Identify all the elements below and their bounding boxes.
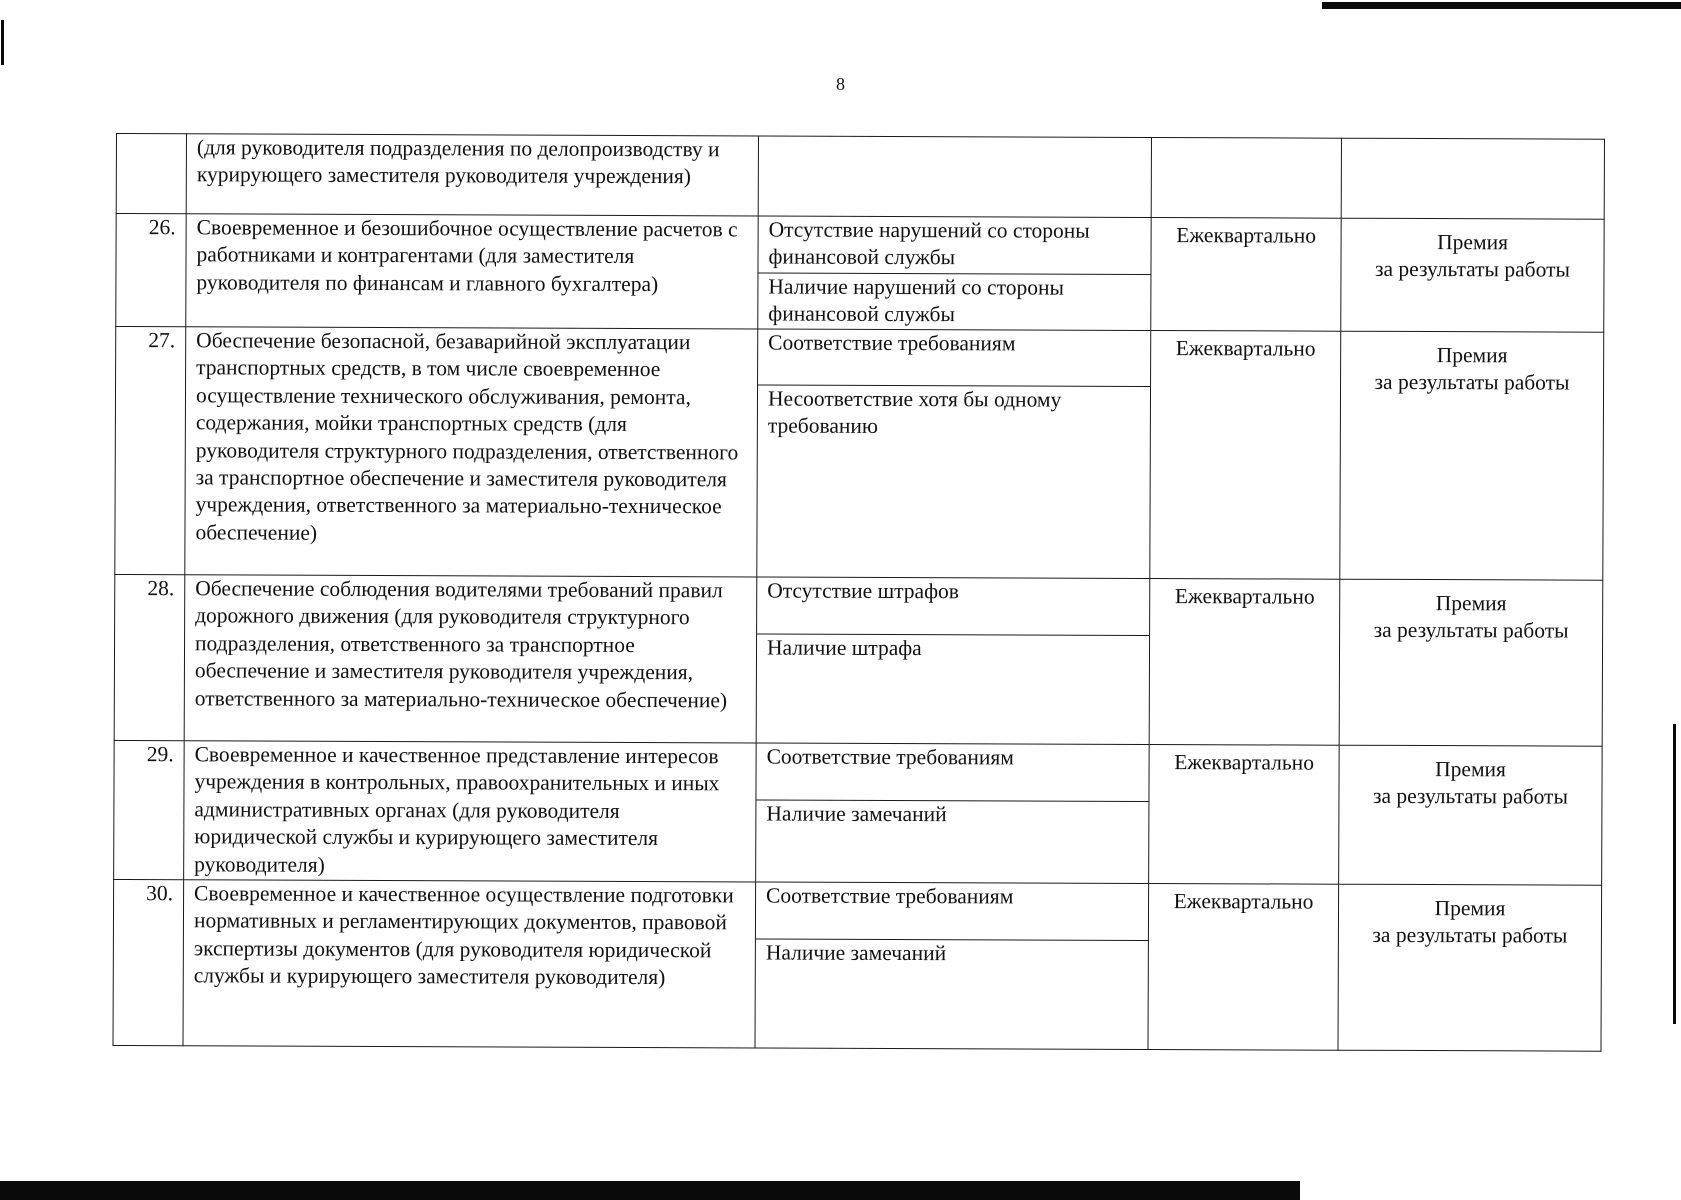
table-row xyxy=(113,879,1602,1051)
row-criteria xyxy=(758,216,1151,331)
row-result xyxy=(1341,138,1604,219)
scan-edge-mark xyxy=(1322,2,1681,9)
criterion-not-met: Несоответствие хотя бы одному требованию xyxy=(758,384,1150,441)
row-result xyxy=(1339,579,1603,746)
row-result xyxy=(1340,331,1604,580)
row-period xyxy=(1151,137,1341,218)
criterion-met: Соответствие требованиям xyxy=(768,330,1016,356)
criterion-not-met: Наличие замечаний xyxy=(756,799,1148,829)
row-number: 29. xyxy=(114,740,185,879)
result-line: за результаты работы xyxy=(1374,257,1570,282)
row-number: 26. xyxy=(116,214,186,327)
row-number-cell xyxy=(116,134,186,214)
criteria-table xyxy=(112,133,1604,1052)
row-criteria xyxy=(756,577,1150,745)
table-row xyxy=(115,327,1604,581)
table-row-carryover xyxy=(116,134,1604,220)
row-description: Своевременное и безошибочное осуществление расчетов с работниками и контрагентами (для заместителя руководителя по финансам и главного бухгалтера) xyxy=(186,214,758,329)
result-line: Премия xyxy=(1435,591,1507,616)
result-line: Премия xyxy=(1436,343,1508,368)
result-line: за результаты работы xyxy=(1374,370,1570,395)
row-number: 30. xyxy=(113,879,184,1045)
row-period: Ежеквартально xyxy=(1150,330,1341,579)
row-number: 28. xyxy=(114,574,185,740)
criterion-met: Отсутствие нарушений со стороны финансовой службы xyxy=(768,217,1090,270)
table-row xyxy=(114,574,1603,746)
criterion-not-met: Наличие замечаний xyxy=(756,938,1148,968)
result-line: Премия xyxy=(1437,230,1509,255)
row-period: Ежеквартально xyxy=(1148,883,1339,1050)
criterion-not-met: Наличие нарушений со стороны финансовой службы xyxy=(758,272,1150,329)
criterion-not-met: Наличие штрафа xyxy=(757,633,1149,663)
row-description: (для руководителя подразделения по делопроизводству и курирующего заместителя руководителя учреждения) xyxy=(186,134,758,216)
result-line: за результаты работы xyxy=(1373,618,1569,643)
row-result xyxy=(1339,745,1603,885)
row-result xyxy=(1338,884,1602,1051)
row-description: Своевременное и качественное представление интересов учреждения в контрольных, правоохранительных и иных административных органах (для руководителя юридической службы и курирующего заместителя руководителя) xyxy=(184,741,757,882)
row-period: Ежеквартально xyxy=(1149,578,1340,745)
criterion-met: Отсутствие штрафов xyxy=(767,578,960,604)
row-period: Ежеквартально xyxy=(1151,217,1341,331)
result-line: за результаты работы xyxy=(1372,784,1568,809)
row-description: Своевременное и качественное осуществление подготовки нормативных и регламентирующих документов, правовой экспертизы документов (для руководителя юридической службы и курирующего заместителя руководителя) xyxy=(183,880,756,1048)
criterion-met: Соответствие требованиям xyxy=(766,883,1014,909)
table-row xyxy=(114,740,1603,885)
row-number: 27. xyxy=(115,327,186,575)
row-description: Обеспечение соблюдения водителями требований правил дорожного движения (для руководителя структурного подразделения, ответственного за транспортное обеспечение и заместителя руководителя учреждения, ответственного за материально-техническое обеспечение) xyxy=(184,575,757,743)
page-number: 8 xyxy=(836,74,845,94)
row-criteria xyxy=(756,743,1150,884)
result-line: Премия xyxy=(1434,896,1506,921)
result-line: Премия xyxy=(1435,757,1507,782)
result-line: за результаты работы xyxy=(1372,923,1568,948)
row-criteria xyxy=(755,882,1149,1050)
row-criteria xyxy=(757,329,1151,579)
criterion-met: Соответствие требованиям xyxy=(766,744,1014,770)
scan-edge-mark xyxy=(1,20,4,65)
row-result xyxy=(1341,218,1604,332)
scan-edge-mark xyxy=(0,1181,1300,1200)
table-row xyxy=(116,214,1604,333)
row-description: Обеспечение безопасной, безаварийной эксплуатации транспортных средств, в том числе своевременное осуществление технического обслуживания, ремонта, содержания, мойки транспортных средств (для руководителя структурного подразделения, ответственного за транспортное обеспечение и заместителя руководителя учреждения, ответственного за материально-техническое обеспечение) xyxy=(185,327,758,577)
row-criteria xyxy=(758,136,1151,218)
scan-edge-mark xyxy=(1673,724,1676,1024)
row-period: Ежеквартально xyxy=(1149,744,1340,884)
